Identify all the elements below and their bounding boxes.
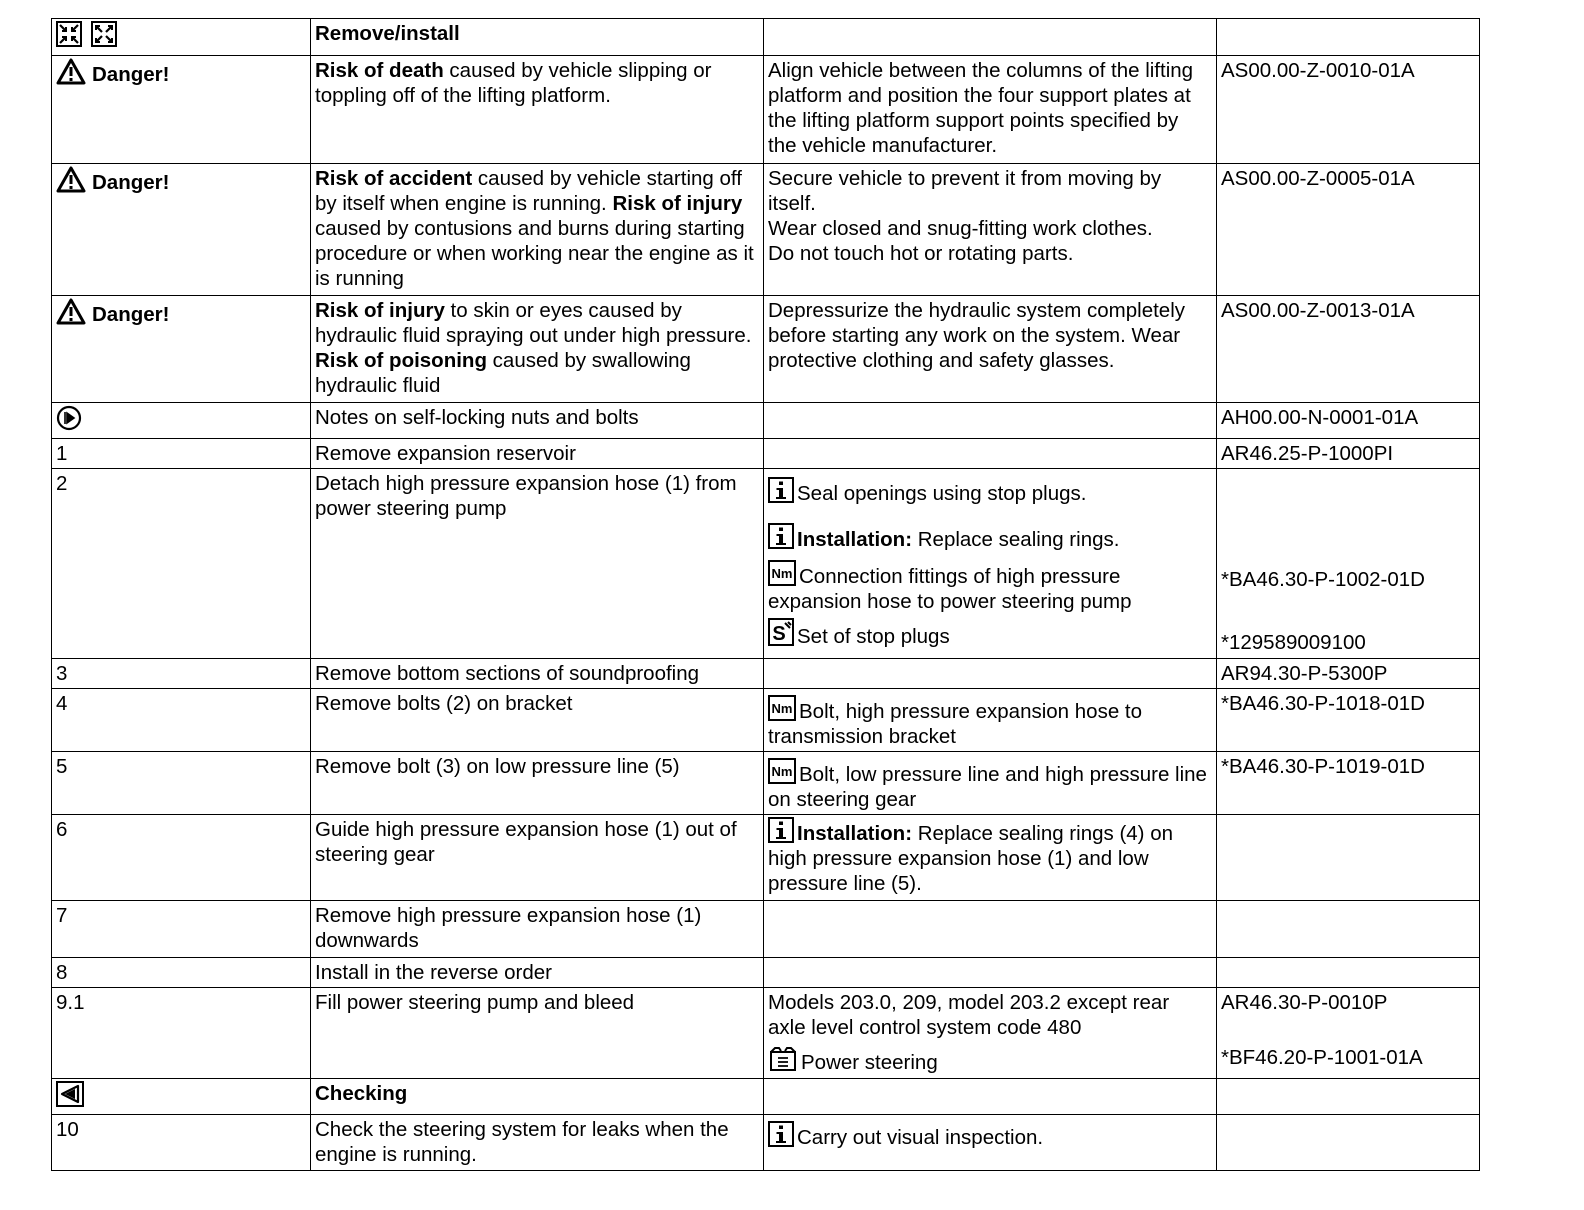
warning-triangle-icon (56, 58, 86, 91)
info-icon (768, 817, 794, 843)
table-row: Danger! Risk of accident caused by vehicle starting off by itself when engine is running. Risk of injury caused by contusions and burns during starting procedure or when working near the engine as it is running Secure vehicle to prevent it from moving by itself. Wear closed and snug-fitting work clothes. Do not touch hot or rotating parts. AS00.00-Z-0005-01A (52, 164, 1480, 296)
remove-icon (56, 21, 82, 47)
svg-text:S: S (772, 623, 786, 645)
svg-text:Nm: Nm (771, 764, 793, 779)
procedure-table (51, 18, 1480, 1171)
section-title: Remove/install (315, 22, 460, 45)
checking-icon (56, 1081, 84, 1107)
section-title: Checking (315, 1082, 408, 1105)
table-row: 9.1 Fill power steering pump and bleed Models 203.0, 209, model 203.2 except rear axle level control system code 480 Power steering AR46.30-P-0010P *BF46.20-P-1001-01A (52, 988, 1480, 1079)
table-row: 10 Check the steering system for leaks when the engine is running. Carry out visual inspection. (52, 1115, 1480, 1171)
info-icon (768, 477, 794, 503)
table-row: 5 Remove bolt (3) on low pressure line (5) Nm Bolt, low pressure line and high pressure line on steering gear *BA46.30-P-1019-01D (52, 752, 1480, 815)
warning-triangle-icon (56, 166, 86, 199)
danger-label: Danger! (56, 58, 169, 91)
table-row: 8 Install in the reverse order (52, 958, 1480, 988)
danger-label: Danger! (56, 166, 169, 199)
fluid-spec-icon (768, 1046, 798, 1072)
warning-triangle-icon (56, 298, 86, 331)
torque-icon (768, 560, 796, 586)
special-tool-icon (768, 618, 794, 646)
svg-text:Nm: Nm (771, 701, 793, 716)
info-icon (768, 523, 794, 549)
torque-icon (768, 695, 796, 721)
table-row: Danger! Risk of death caused by vehicle slipping or toppling off of the lifting platform. Align vehicle between the columns of the lifting platform and position the four support plates at the lifting platform support points specified by the vehicle manufacturer. AS00.00-Z-0010-01A (52, 56, 1480, 164)
table-row: 1 Remove expansion reservoir AR46.25-P-1000PI (52, 439, 1480, 469)
table-row: 6 Guide high pressure expansion hose (1) out of steering gear Installation: Replace sealing rings (4) on high pressure expansion hose (1) and low pressure line (5). (52, 815, 1480, 901)
svg-text:Nm: Nm (771, 566, 793, 581)
info-icon (768, 1121, 794, 1147)
danger-label: Danger! (56, 298, 169, 331)
table-row: 4 Remove bolts (2) on bracket Nm Bolt, high pressure expansion hose to transmission bracket *BA46.30-P-1018-01D (52, 689, 1480, 752)
table-row: Danger! Risk of injury to skin or eyes caused by hydraulic fluid spraying out under high pressure. Risk of poisoning caused by swallowing hydraulic fluid Depressurize the hydraulic system completely before starting any work on the system. Wear protective clothing and safety glasses. AS00.00-Z-0013-01A (52, 296, 1480, 403)
table-row: Notes on self-locking nuts and bolts AH00.00-N-0001-01A (52, 403, 1480, 439)
torque-icon (768, 758, 796, 784)
table-row (52, 19, 1480, 56)
table-row: 7 Remove high pressure expansion hose (1) downwards (52, 901, 1480, 958)
install-icon (91, 21, 117, 47)
table-row (52, 1079, 1480, 1115)
notes-icon (56, 405, 82, 431)
table-row: 2 Detach high pressure expansion hose (1) from power steering pump Seal openings using stop plugs. Installation: Replace sealing rings. Nm Connection fittings of high pressure expansion hose to power steering pump S Set of stop plugs *BA46.30-P-1002-01D *129589009100 (52, 469, 1480, 659)
table-row: 3 Remove bottom sections of soundproofing AR94.30-P-5300P (52, 659, 1480, 689)
